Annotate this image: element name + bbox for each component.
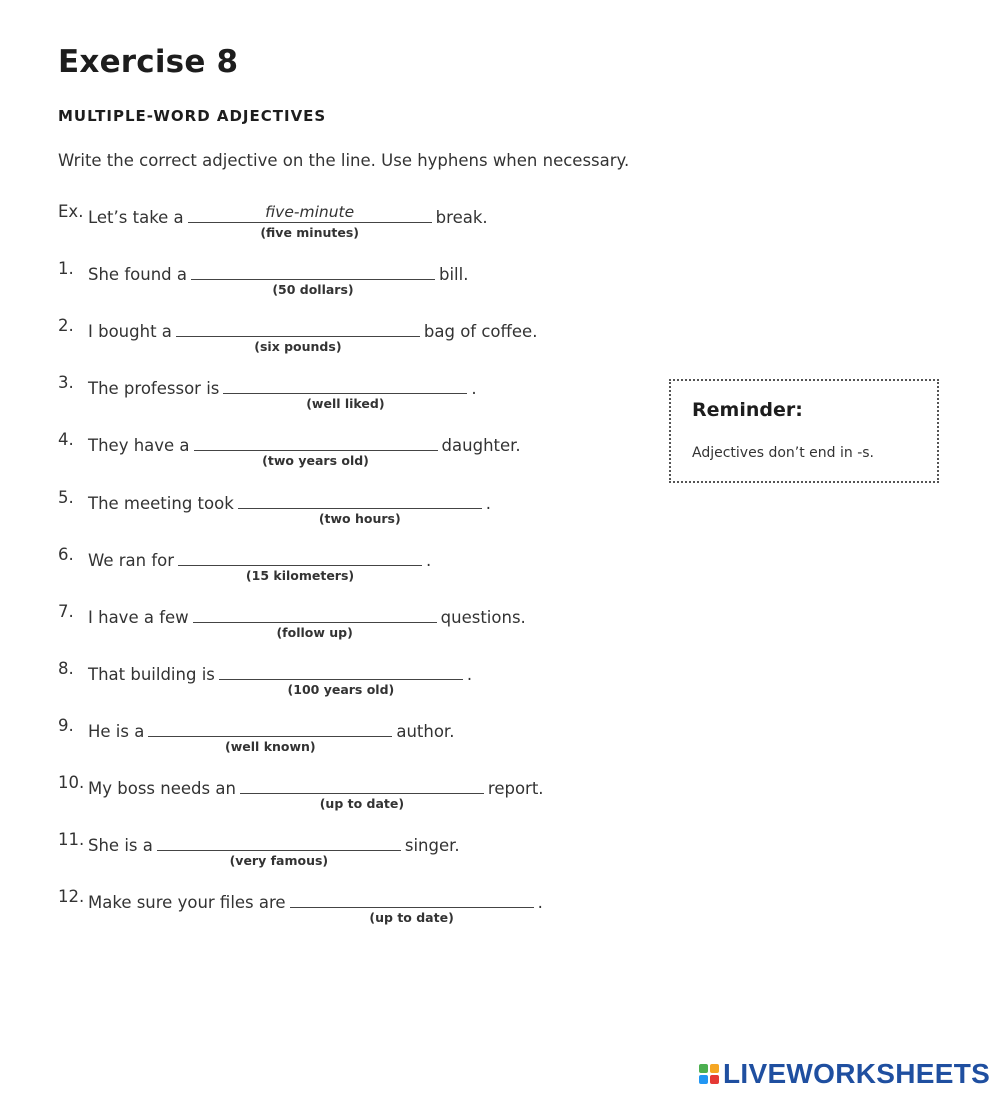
sentence-before: My boss needs an — [88, 779, 236, 798]
sentence-after: author. — [396, 722, 455, 741]
item-number: 8. — [58, 659, 74, 678]
hint-text: (up to date) — [319, 796, 405, 811]
item-sentence — [88, 259, 469, 297]
hint-text: (five minutes) — [260, 225, 359, 240]
sentence-after: . — [537, 893, 543, 912]
sentence-before: He is a — [88, 722, 145, 741]
answer-blank[interactable] — [219, 659, 463, 697]
sentence-after: bag of coffee. — [423, 322, 538, 341]
exercise-item — [58, 659, 658, 707]
item-sentence — [88, 202, 488, 240]
logo-text: LIVEWORKSHEETS — [723, 1058, 991, 1089]
item-sentence — [88, 602, 526, 640]
answer-blank[interactable] — [290, 887, 534, 925]
sentence-before: She found a — [88, 265, 187, 284]
answer-blank[interactable] — [194, 430, 438, 468]
item-number: 12. — [58, 887, 85, 906]
hint-text: (50 dollars) — [272, 282, 354, 297]
sentence-after: . — [426, 551, 432, 570]
hint-text: (follow up) — [276, 625, 353, 640]
item-sentence — [88, 716, 455, 754]
item-number: 3. — [58, 373, 74, 392]
hint-text: (100 years old) — [287, 682, 395, 697]
sentence-before: She is a — [88, 836, 153, 855]
answer-blank[interactable] — [238, 488, 482, 526]
sentence-after: report. — [487, 779, 544, 798]
exercise-item — [58, 430, 658, 478]
item-sentence — [88, 373, 477, 411]
example-item — [58, 202, 658, 250]
sentence-before: The professor is — [88, 379, 220, 398]
sentence-before: We ran for — [88, 551, 175, 570]
exercise-item — [58, 373, 658, 421]
reminder-box — [669, 379, 939, 483]
sentence-before: I bought a — [88, 322, 172, 341]
answer-blank[interactable] — [176, 316, 420, 354]
instructions: Write the correct adjective on the line. Use hyphens when necessary. — [58, 151, 630, 170]
sentence-before: The meeting took — [88, 494, 234, 513]
exercise-item — [58, 316, 658, 364]
item-sentence — [88, 887, 543, 925]
item-sentence — [88, 316, 538, 354]
item-sentence — [88, 545, 432, 583]
item-number: 2. — [58, 316, 74, 335]
item-number: 11. — [58, 830, 85, 849]
sentence-before: They have a — [88, 436, 190, 455]
answer-blank[interactable] — [148, 716, 392, 754]
hint-text: (two years old) — [262, 453, 369, 468]
sentence-after: . — [471, 379, 477, 398]
sentence-before: Make sure your files are — [88, 893, 286, 912]
item-number: 4. — [58, 430, 74, 449]
item-number: 7. — [58, 602, 74, 621]
exercise-item — [58, 773, 658, 821]
page-title: Exercise 8 — [58, 44, 239, 80]
hint-text: (well liked) — [306, 396, 385, 411]
exercise-item — [58, 887, 658, 935]
reminder-text: Adjectives don’t end in -s. — [692, 445, 874, 461]
item-number: 10. — [58, 773, 85, 792]
answer-blank[interactable] — [223, 373, 467, 411]
sentence-after: break. — [435, 208, 488, 227]
exercise-item — [58, 602, 658, 650]
answer-blank[interactable] — [191, 259, 435, 297]
hint-text: (two hours) — [318, 511, 401, 526]
section-subtitle: MULTIPLE-WORD ADJECTIVES — [58, 107, 327, 125]
item-sentence — [88, 488, 492, 526]
answer-blank[interactable] — [240, 773, 484, 811]
exercise-item — [58, 259, 658, 307]
item-number: 1. — [58, 259, 74, 278]
item-sentence — [88, 830, 460, 868]
answer-blank[interactable] — [188, 202, 432, 240]
sentence-after: singer. — [404, 836, 460, 855]
sentence-after: . — [485, 494, 492, 513]
hint-text: (six pounds) — [254, 339, 342, 354]
logo-icon — [698, 1063, 720, 1085]
sentence-after: . — [466, 665, 473, 684]
answer-blank[interactable] — [157, 830, 401, 868]
hint-text: (15 kilometers) — [245, 568, 355, 583]
hint-text: (up to date) — [369, 910, 454, 925]
item-number: Ex. — [58, 202, 84, 221]
item-sentence — [88, 773, 544, 811]
hint-text: (well known) — [225, 739, 316, 754]
exercise-item — [58, 830, 658, 878]
hint-text: (very famous) — [229, 853, 329, 868]
answer-blank[interactable] — [178, 545, 422, 583]
sentence-before: I have a few — [88, 608, 189, 627]
item-sentence — [88, 659, 473, 697]
item-sentence — [88, 430, 521, 468]
liveworksheets-logo[interactable] — [698, 1058, 996, 1090]
item-number: 9. — [58, 716, 74, 735]
item-number: 6. — [58, 545, 74, 564]
sentence-after: questions. — [440, 608, 526, 627]
sentence-after: bill. — [438, 265, 469, 284]
sentence-before: Let’s take a — [88, 208, 184, 227]
sentence-before: That building is — [88, 665, 215, 684]
answer-blank[interactable] — [193, 602, 437, 640]
sentence-after: daughter. — [441, 436, 521, 455]
answer-text: five-minute — [265, 203, 355, 221]
reminder-title: Reminder: — [692, 399, 803, 421]
item-number: 5. — [58, 488, 74, 507]
exercise-item — [58, 716, 658, 764]
exercise-item — [58, 488, 658, 536]
exercise-item — [58, 545, 658, 593]
